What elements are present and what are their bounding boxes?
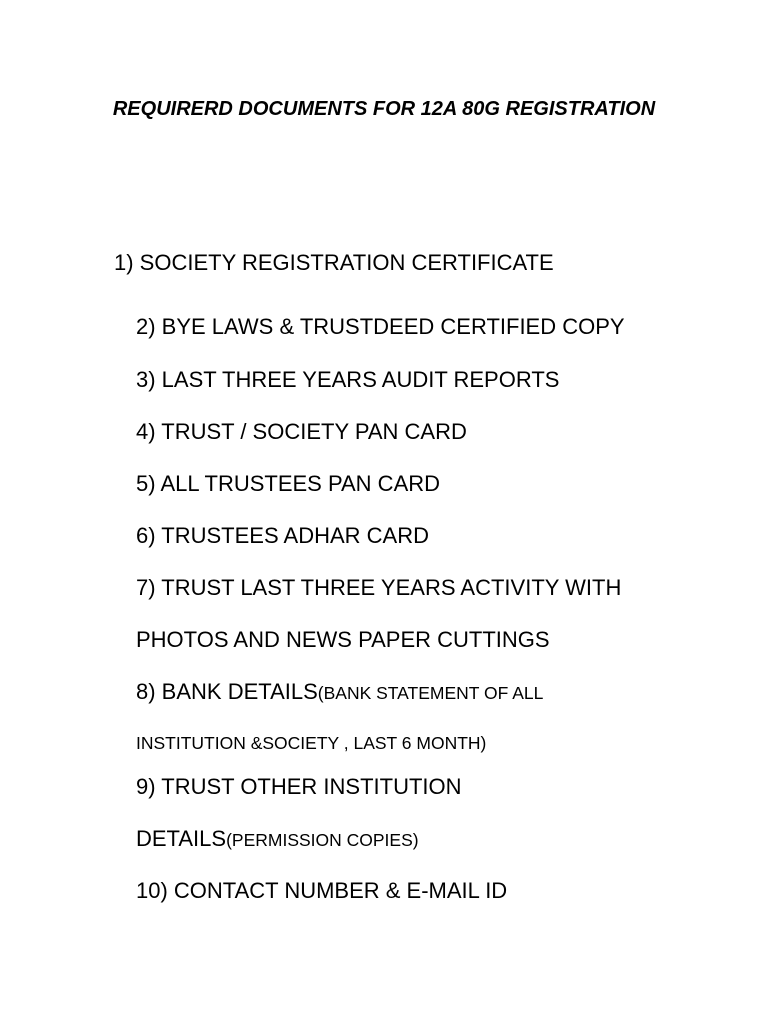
list-item-note: (BANK STATEMENT OF ALL xyxy=(317,683,544,703)
list-item: 6) TRUSTEES ADHAR CARD xyxy=(136,523,429,548)
list-item: 2) BYE LAWS & TRUSTDEED CERTIFIED COPY xyxy=(136,314,625,339)
list-item-main-text: 8) BANK DETAILS xyxy=(136,679,318,704)
list-item: 3) LAST THREE YEARS AUDIT REPORTS xyxy=(136,367,560,392)
list-item: 10) CONTACT NUMBER & E-MAIL ID xyxy=(136,878,508,903)
list-item-continuation: PHOTOS AND NEWS PAPER CUTTINGS xyxy=(136,627,550,652)
list-item xyxy=(136,678,543,707)
list-item-continuation xyxy=(136,825,419,854)
list-item-note-continuation: INSTITUTION &SOCIETY , LAST 6 MONTH) xyxy=(136,733,487,753)
list-item-main-text: DETAILS xyxy=(136,826,227,851)
list-item: 4) TRUST / SOCIETY PAN CARD xyxy=(136,419,467,444)
list-item: 5) ALL TRUSTEES PAN CARD xyxy=(136,471,441,496)
list-item-note: (PERMISSION COPIES) xyxy=(226,830,419,850)
list-item: 9) TRUST OTHER INSTITUTION xyxy=(136,774,462,799)
document-title: REQUIRERD DOCUMENTS FOR 12A 80G REGISTRATION xyxy=(112,98,656,120)
list-item: 7) TRUST LAST THREE YEARS ACTIVITY WITH xyxy=(136,575,622,600)
list-item: 1) SOCIETY REGISTRATION CERTIFICATE xyxy=(114,250,554,275)
